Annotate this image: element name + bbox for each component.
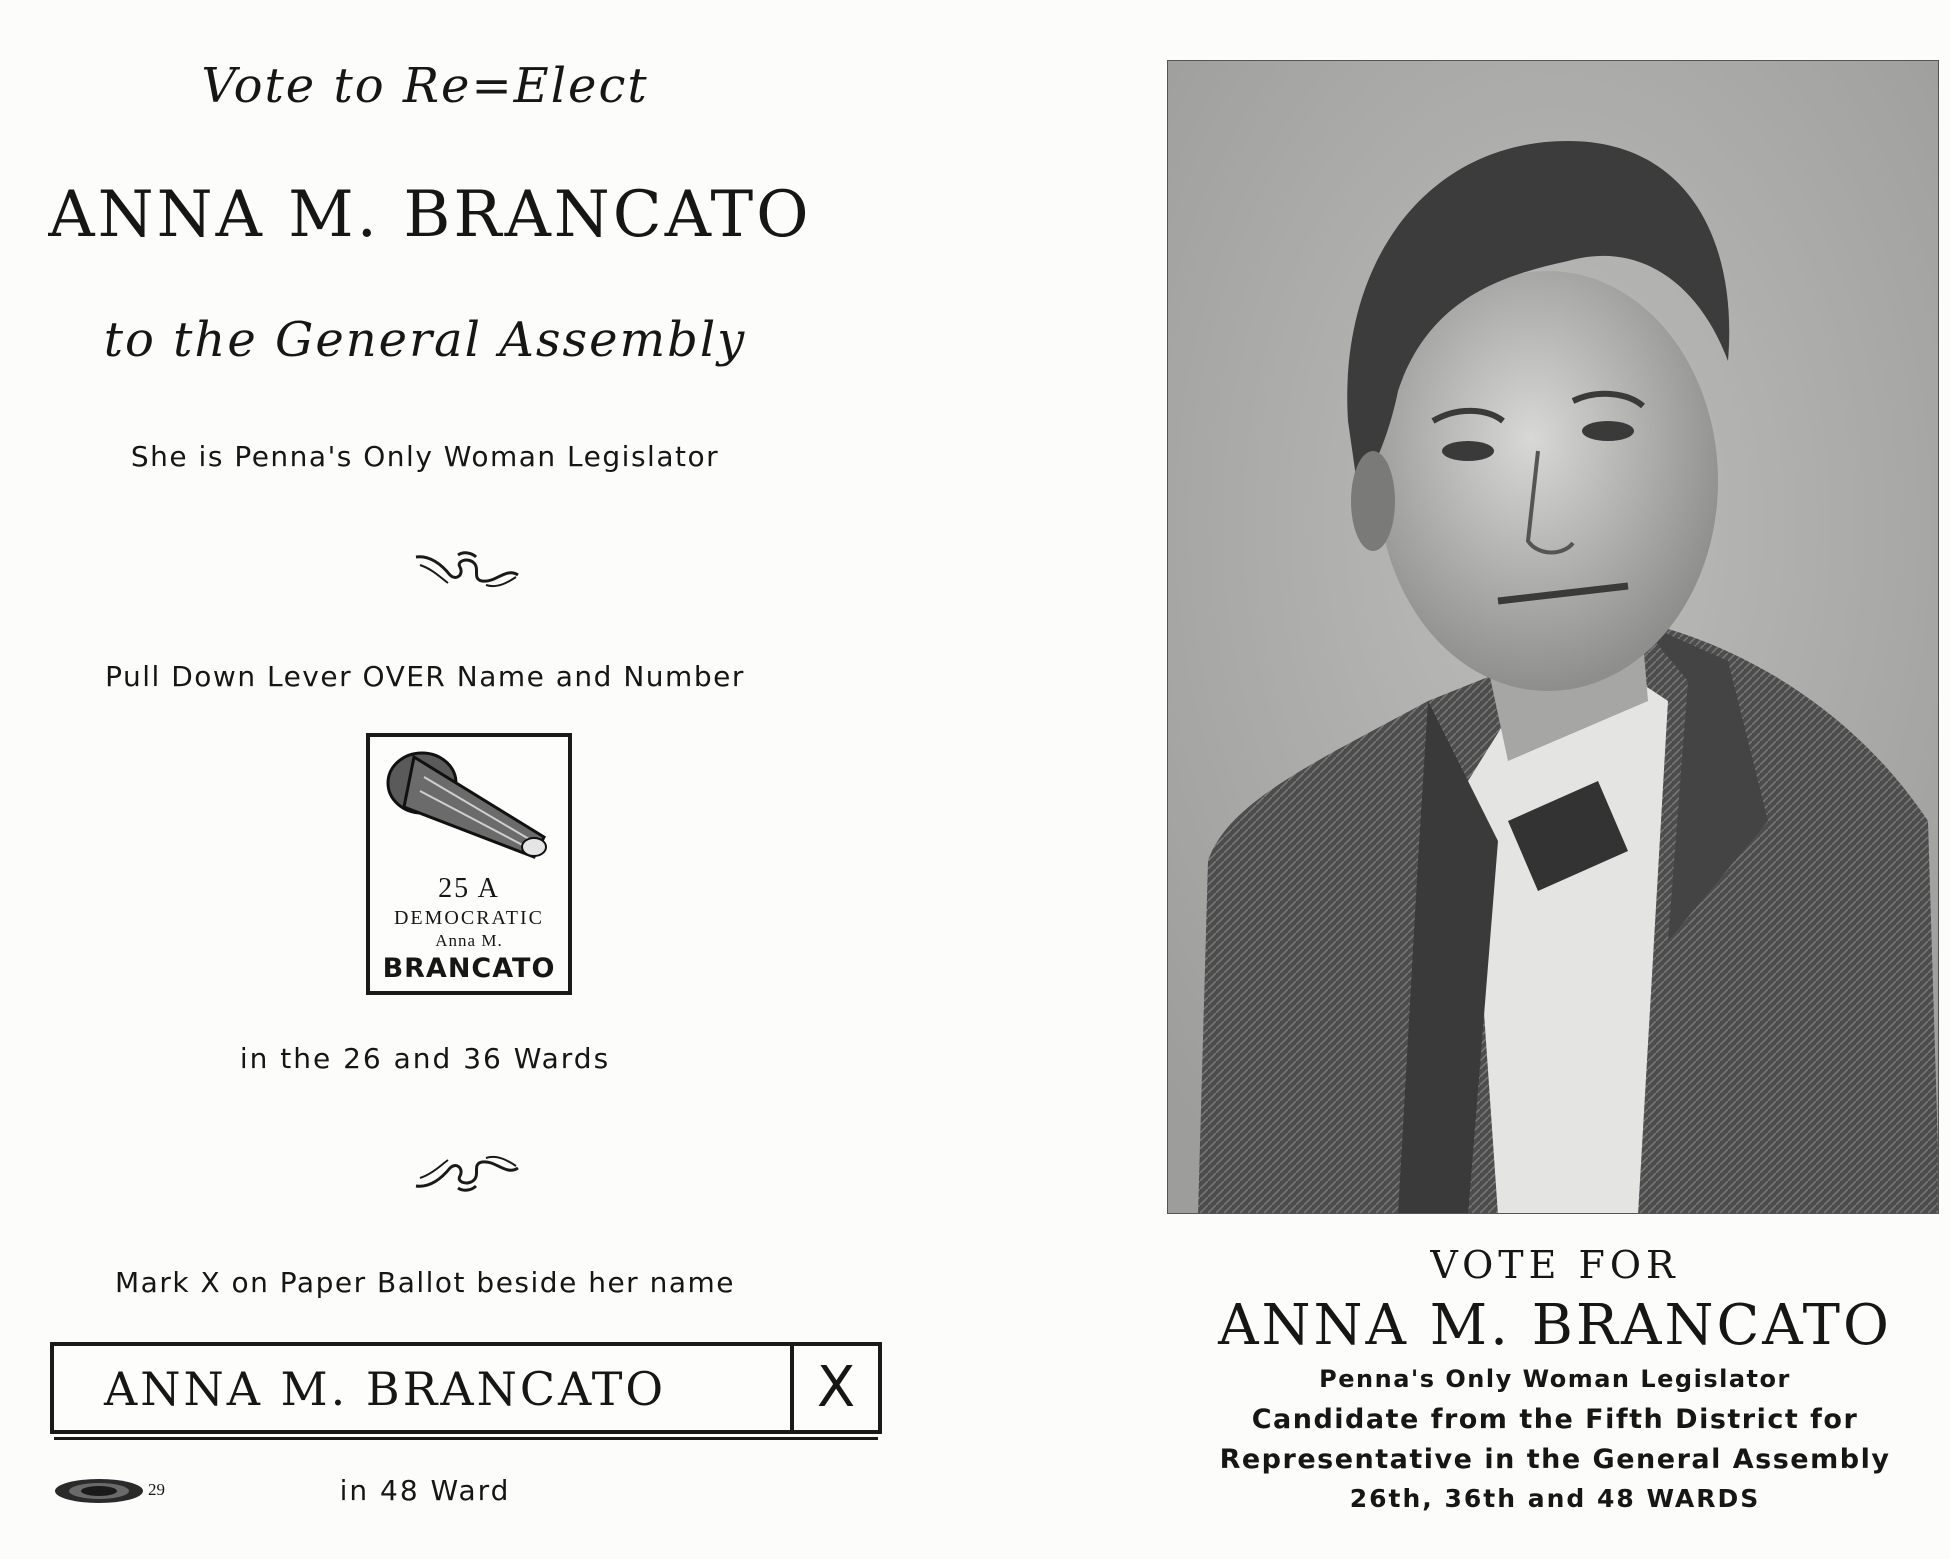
scroll-ornament-icon	[412, 545, 522, 595]
paper-ballot-sample	[50, 1342, 882, 1434]
voting-lever-icon	[384, 747, 554, 867]
vote-for-heading: VOTE FOR	[1430, 1243, 1680, 1287]
office-line: to the General Assembly	[103, 312, 747, 368]
candidacy-line: Candidate from the Fifth District for	[1251, 1404, 1859, 1435]
printer-number: 29	[148, 1480, 165, 1499]
ballot-number: 25 A	[438, 873, 500, 904]
candidate-portrait	[1167, 60, 1939, 1214]
ballot-x-mark: X	[790, 1342, 878, 1434]
ballot-candidate-name: ANNA M. BRANCATO	[104, 1362, 667, 1416]
lever-wards: in the 26 and 36 Wards	[239, 1042, 611, 1075]
voting-machine-lever-box	[366, 733, 572, 995]
right-candidate-name: ANNA M. BRANCATO	[1218, 1293, 1892, 1358]
right-wards: 26th, 36th and 48 WARDS	[1349, 1484, 1761, 1513]
paper-wards: in 48 Ward	[339, 1474, 511, 1507]
left-panel	[40, 0, 890, 1559]
scroll-ornament-icon	[412, 1148, 522, 1198]
lever-instruction: Pull Down Lever OVER Name and Number	[105, 660, 745, 693]
right-office-line: Representative in the General Assembly	[1219, 1444, 1891, 1475]
lever-first-name: Anna M.	[435, 931, 503, 950]
candidate-name: ANNA M. BRANCATO	[48, 178, 812, 252]
right-tagline: Penna's Only Woman Legislator	[1319, 1365, 1791, 1393]
tagline: She is Penna's Only Woman Legislator	[130, 440, 720, 473]
lever-last-name: BRANCATO	[382, 953, 556, 984]
headline: Vote to Re=Elect	[201, 58, 649, 114]
party-label: DEMOCRATIC	[393, 907, 544, 929]
paper-ballot-instruction: Mark X on Paper Ballot beside her name	[115, 1266, 735, 1299]
